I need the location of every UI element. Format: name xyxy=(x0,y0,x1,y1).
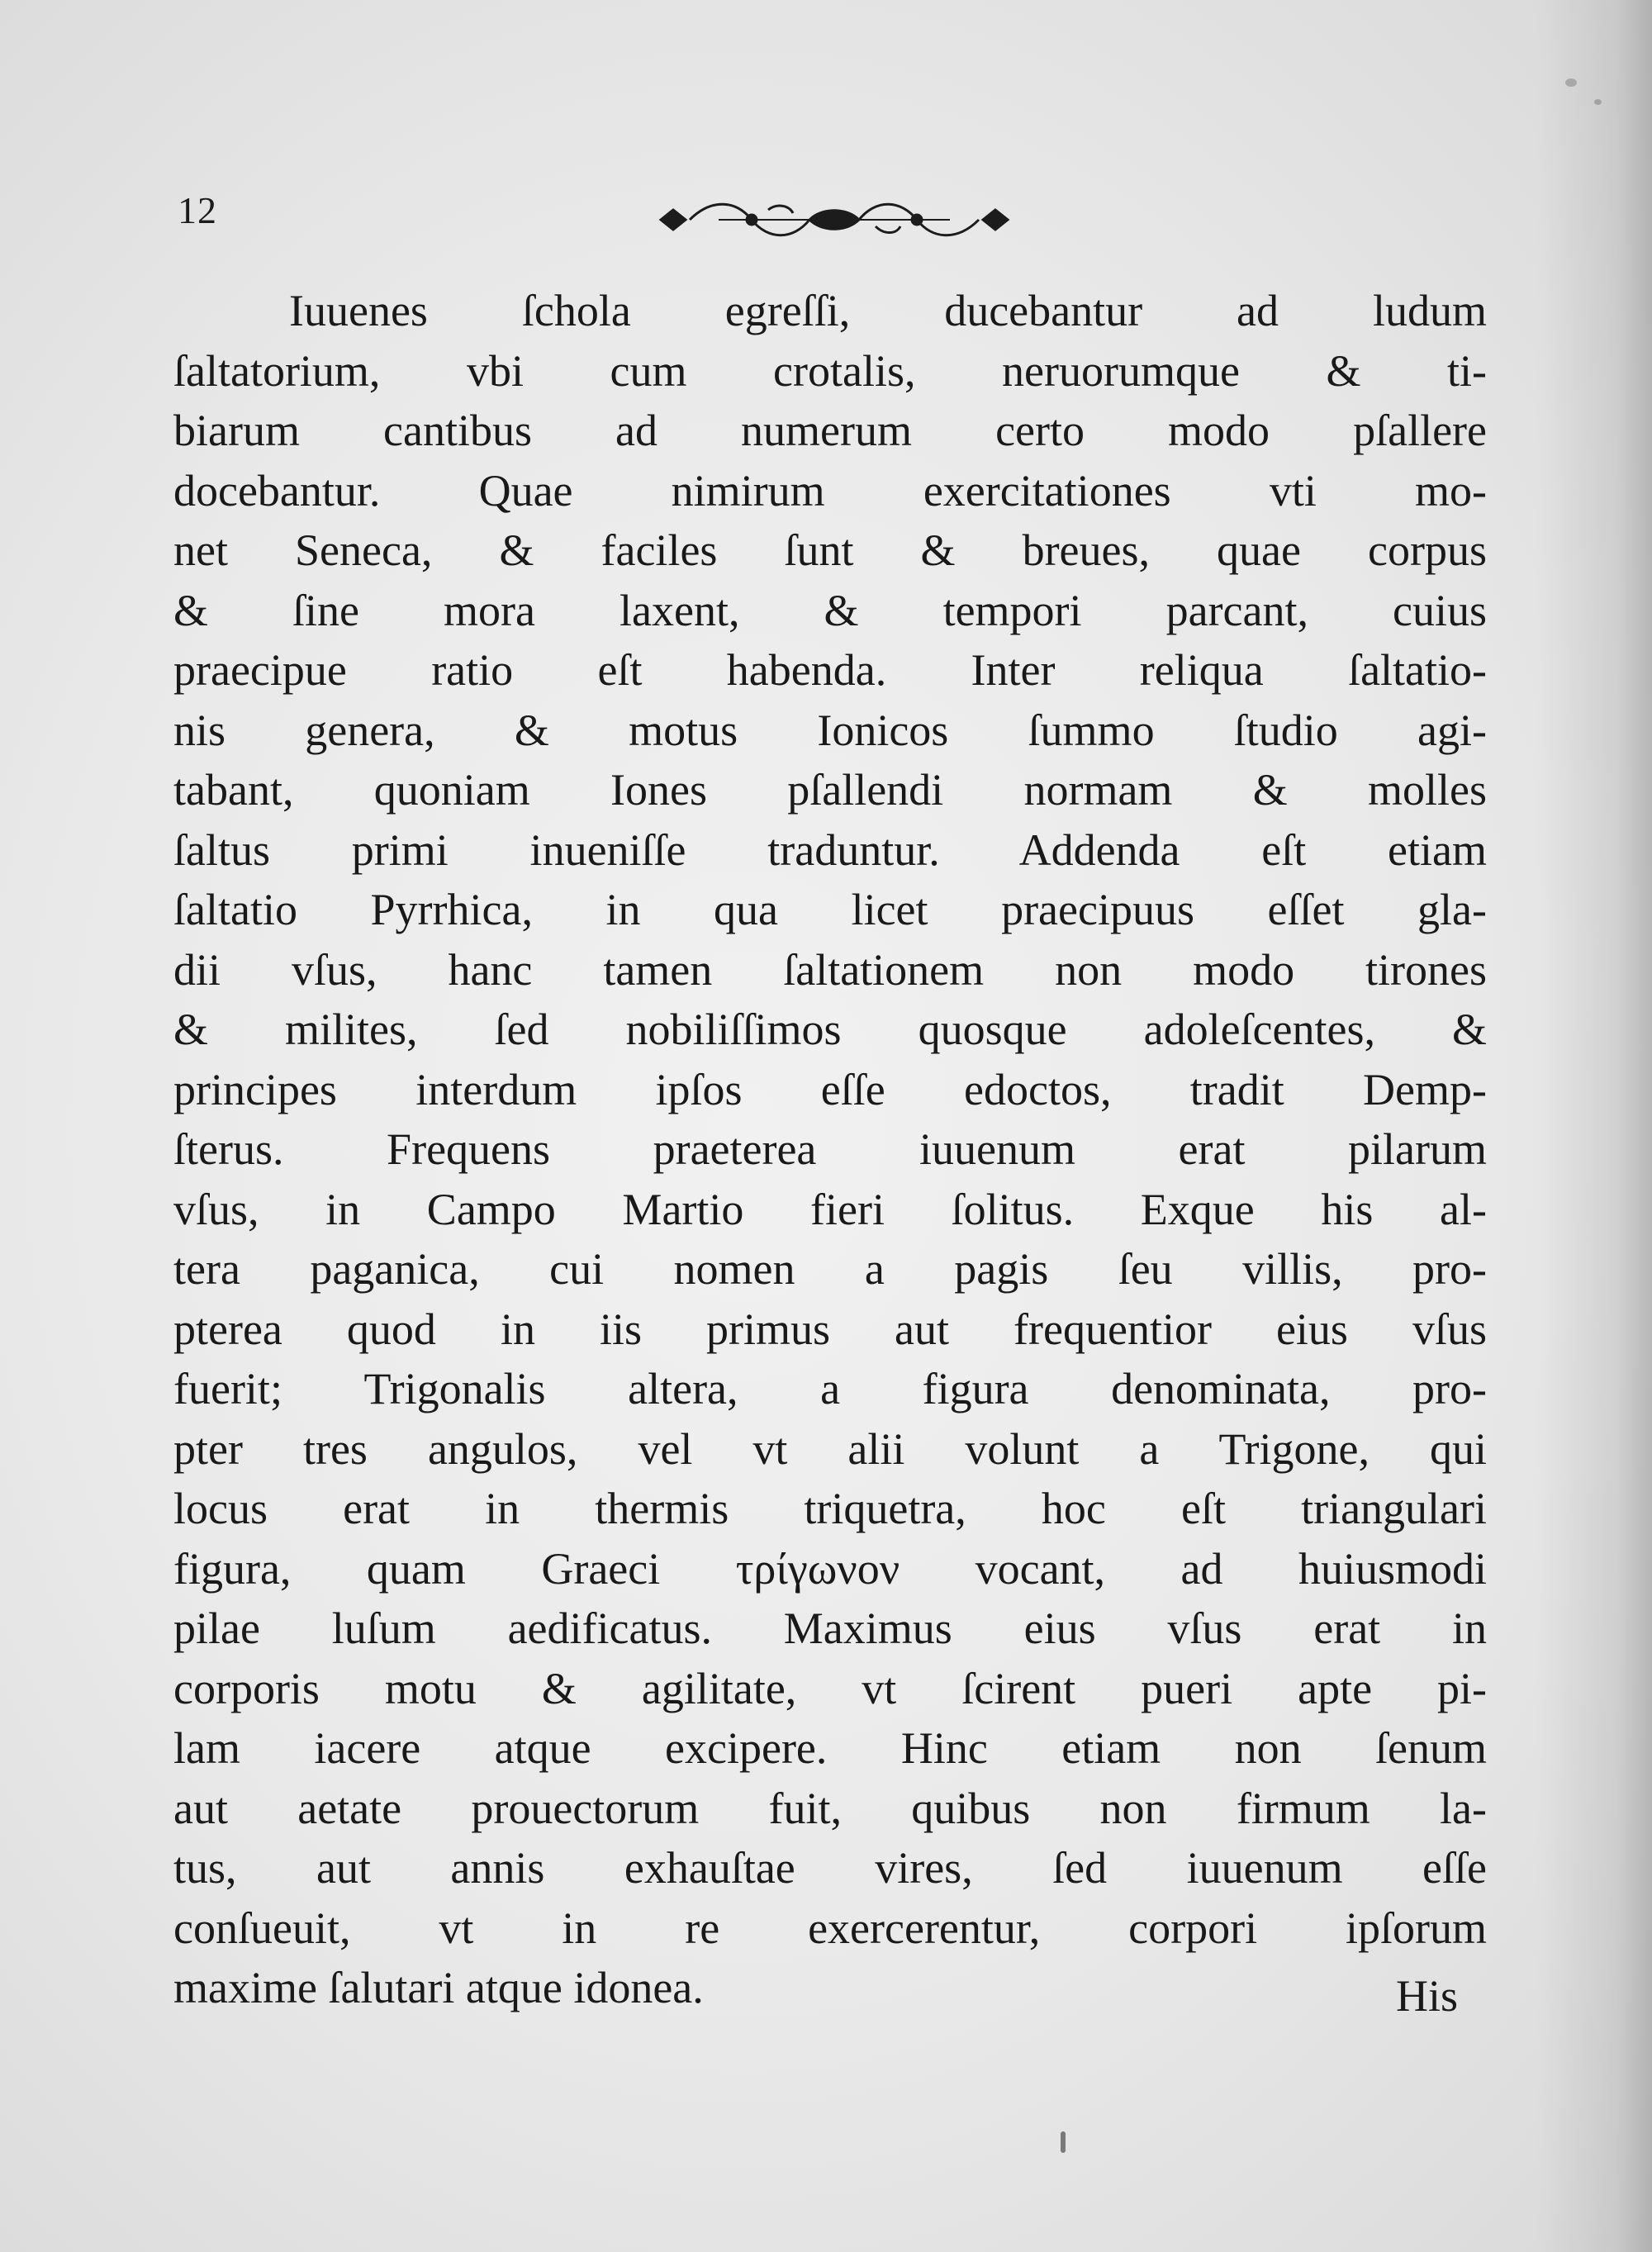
text-line: dii vſus, hanc tamen ſaltationem non modo tirones xyxy=(173,944,1487,995)
page-edge-shadow xyxy=(1536,0,1652,2252)
text-line: locus erat in thermis triquetra, hoc eſt triangulari xyxy=(173,1484,1487,1533)
catchword: His xyxy=(1396,1971,1459,2021)
text-line: pter tres angulos, vel vt alii volunt a Trigone, qui xyxy=(173,1423,1487,1474)
text-line: pterea quod in iis primus aut frequentior eius vſus xyxy=(173,1304,1487,1354)
text-line: ſaltatorium, vbi cum crotalis, neruorumque & ti- xyxy=(173,345,1487,396)
text-line: docebantur. Quae nimirum exercitationes vti mo- xyxy=(173,465,1487,515)
text-line: pilae luſum aedificatus. Maximus eius vſus erat in xyxy=(173,1603,1487,1653)
text-line: aut aetate prouectorum fuit, quibus non firmum la- xyxy=(173,1783,1487,1833)
text-line: principes interdum ipſos eſſe edoctos, tradit Demp- xyxy=(173,1064,1487,1114)
text-line: nis genera, & motus Ionicos ſummo ſtudio agi- xyxy=(173,705,1487,755)
text-line: tera paganica, cui nomen a pagis ſeu villis, pro- xyxy=(173,1244,1487,1294)
paper-speck xyxy=(1061,2131,1066,2153)
page-number: 12 xyxy=(178,189,217,231)
text-line: tus, aut annis exhauſtae vires, ſed iuuenum eſſe xyxy=(173,1843,1487,1893)
text-line: ſterus. Frequens praeterea iuuenum erat pilarum xyxy=(173,1124,1487,1174)
text-line: ſaltus primi inueniſſe traduntur. Addenda eſt etiam xyxy=(173,824,1487,875)
paper-speck xyxy=(1594,99,1602,105)
text-line: vſus, in Campo Martio fieri ſolitus. Exque his al- xyxy=(173,1184,1487,1234)
text-line: figura, quam Graeci τρίγωνον vocant, ad huiusmodi xyxy=(173,1543,1487,1594)
text-line: net Seneca, & faciles ſunt & breues, quae corpus xyxy=(173,525,1487,575)
text-line: praecipue ratio eſt habenda. Inter reliqua ſaltatio- xyxy=(173,645,1487,695)
decorative-headpiece-ornament-icon xyxy=(644,195,1024,245)
text-line: conſueuit, vt in re exercerentur, corpori ipſorum xyxy=(173,1903,1487,1953)
text-line: lam iacere atque excipere. Hinc etiam non ſenum xyxy=(173,1723,1487,1773)
text-line: fuerit; Trigonalis altera, a figura denominata, pro- xyxy=(173,1364,1487,1413)
text-line: & milites, ſed nobiliſſimos quosque adoleſcentes, & xyxy=(173,1005,1487,1054)
text-line-last: maxime ſalutari atque idonea. xyxy=(173,1963,704,2012)
text-line: ſaltatio Pyrrhica, in qua licet praecipuus eſſet gla- xyxy=(173,885,1487,934)
body-text xyxy=(173,281,1487,2018)
text-line: biarum cantibus ad numerum certo modo pſallere xyxy=(173,406,1487,455)
text-line: tabant, quoniam Iones pſallendi normam & molles xyxy=(173,765,1487,815)
text-line: & ſine mora laxent, & tempori parcant, cuius xyxy=(173,585,1487,635)
paper-speck xyxy=(1565,78,1577,87)
text-line: corporis motu & agilitate, vt ſcirent pueri apte pi- xyxy=(173,1663,1487,1713)
text-line: Iuuenes ſchola egreſſi, ducebantur ad ludum xyxy=(289,286,1487,335)
